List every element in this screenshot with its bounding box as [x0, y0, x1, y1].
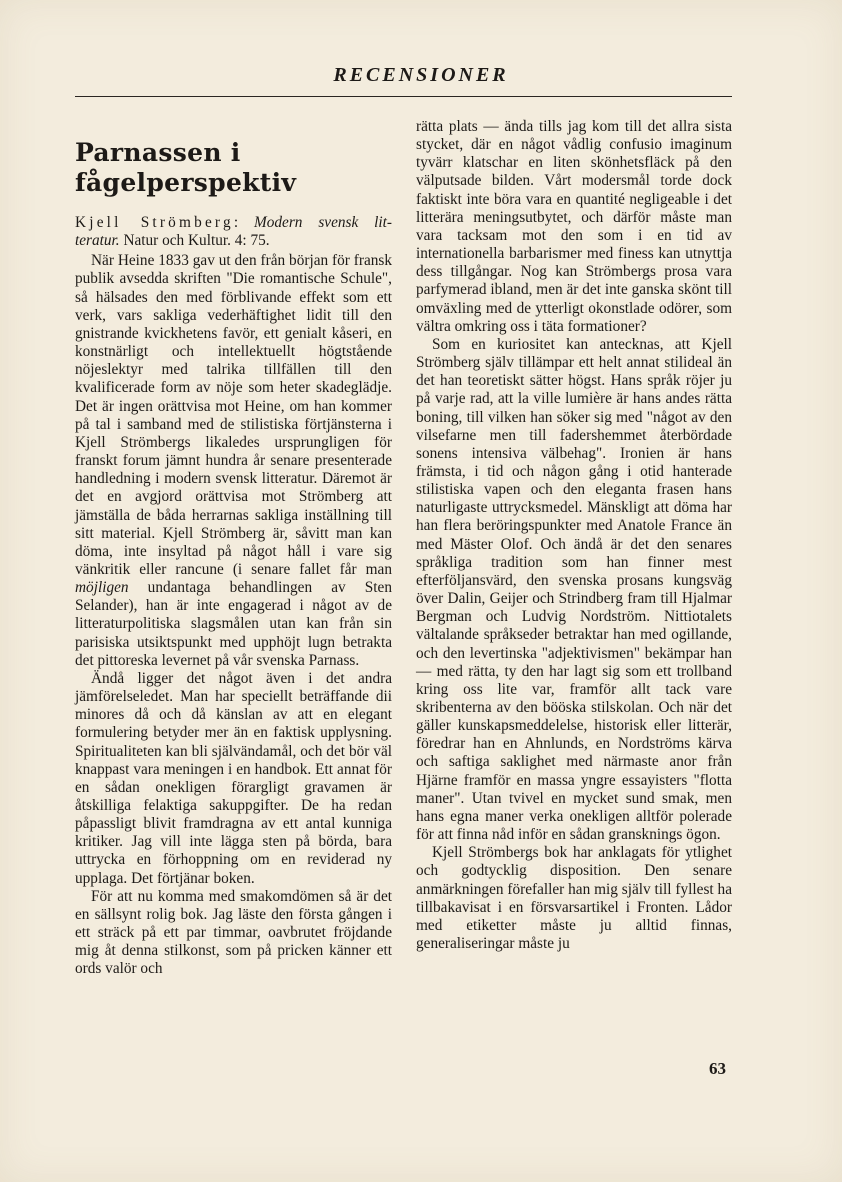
title-line-1: Parnassen i	[75, 138, 241, 167]
section-header: RECENSIONER	[333, 64, 509, 86]
header-rule	[75, 96, 732, 97]
body-paragraph: Som en kuriositet kan antecknas, att Kjell Strömberg själv tillämpar ett helt annat stilideal än det han teoretiskt sätter högst. Hans språk röjer ju på varje rad, att la ville lumière är hans andes rätta boning, till vilken han söker sig med "något av den vilsefarne men till fadershemmet återbördade sonens intensiva välbehag". Ironien är hans främsta, i tid och någon gång i otid hanterade stilistiska vapen och den eleganta frasen hans naturligaste uttrycksmedel. Mänskligt att döma har han flera beröringspunkter med Anatole France än med Mäster Olof. Och ändå är det den senares språkliga tradition som han finner mest efterföljansvärd, den svenska prosans kungsväg över Dalin, Geijer och Strindberg fram till Hjalmar Bergman och Ludvig Nordström. Nittiotalets vältalande språkseder betraktar han med ogillande, och den levertinska "adjektivismen" bekämpar han — med rätta, ty den har lagt sig som ett trollband kring oss lite var, framför allt tack vare skribenterna av den bööska stilskolan. Och när det gäller kunskapsmeddelelse, historisk eller litterär, föredrar han en Ahnlunds, en Nordströms kärva och saftiga saklighet med närmaste anor från Hjärne framför en massa yngre essayisters "flotta maner". Utan tvivel en mycket sund smak, men hans egna maner verka onekligen alltför polerade för att finna nåd inför en sådan gransknings ögon.	[416, 335, 732, 844]
right-column	[416, 118, 732, 953]
citation-author: Kjell Strömberg	[75, 214, 234, 231]
body-paragraph	[75, 252, 392, 670]
paragraph-text: När Heine 1833 gav ut den från början för fransk publik avsedda skriften "Die romantische Schule", så hälsades den med förblivande effekt som ett verk, vars sakliga vederhäftighet lidit till den gnistrande kvickhetens favör, ett genialt kåseri, en konstnärligt och intellektuellt högtstående nöjeslektyr med talrika tillfällen till den kvalificerade form av nöje som heter skadeglädje. Det är ingen orättvisa mot Heine, om han kommer på tal i samband med de stilistiska förtjänsterna i Kjell Strömbergs likaledes ursprungligen för franskt forum jämnt hundra år senare presenterade handledning i modern svensk litteratur. Däremot är det en avgjord orättvisa mot Strömberg att jämställa de båda herrarnas sakliga inställning till sitt material. Kjell Strömberg är, såvitt man kan döma, inte insyltad på något håll i vare sig vänkritik eller rancune (i senare fallet får man	[75, 252, 392, 578]
left-column	[75, 118, 392, 979]
body-paragraph: rätta plats — ända tills jag kom till det allra sista stycket, där en något vådlig confusio imaginum tyvärr klatschar en liten skönhetsfläck på den välputsade bilden. Vårt modersmål torde dock faktiskt inte böra vara en quantité negligeable i det litterära meningsutbytet, och därför måste man vara tacksam mot den som i en tid av internationella barbarismer med finess kan utnyttja dess tillgångar. Nog kan Strömbergs prosa vara parfymerad ibland, men är det inte ganska skönt till omväxling med de ytterligt okonstlade odörer, som vältra omkring oss i täta formationer?	[416, 118, 732, 335]
title-line-2: fågelperspektiv	[75, 168, 297, 197]
citation-publisher: Natur och Kultur. 4: 75.	[119, 232, 270, 250]
body-paragraph: För att nu komma med smakomdömen så är det en sällsynt rolig bok. Jag läste den första gången i ett sträck på ett par timmar, oavbrutet fröjdande mig åt denna stilkonst, som på pricken känner ett ords valör och	[75, 887, 392, 978]
book-citation	[75, 214, 392, 250]
citation-colon: :	[233, 214, 254, 231]
page-number: 63	[709, 1059, 726, 1078]
body-paragraph: Kjell Strömbergs bok har anklagats för ytlighet och godtycklig disposition. Den senare anmärkningen förefaller han mig själv till fyllest ha tillbakavisat i en försvarsartikel i Fronten. Lådor med etiketter måste ju alltid finnas, generaliseringar måste ju	[416, 844, 732, 953]
article-title	[75, 138, 392, 198]
citation-work: Modern svensk lit- teratur.	[75, 214, 393, 250]
emphasis-word: möjligen	[75, 579, 129, 597]
paragraph-text-tail: undantaga behandlingen av Sten Selander), han är inte engagerad i något av de litteraturpolitiska slagsmålen utan kan från sin parisiska utsiktspunkt med upphöjt lugn betrakta det pittoreska levernet på vår svenska Parnass.	[75, 579, 392, 669]
body-paragraph: Ändå ligger det något även i det andra jämförelseledet. Man har speciellt beträffande dii minores då och då känslan av att en elegant formulering betyder mer än en faktisk upplysning. Spiritualiteten kan bli självändamål, och det bör väl knappast vara meningen i en handbok. Ett annat för en sådan onekligen förargligt gravamen är åtskilliga felaktiga sakuppgifter. De ha redan påpassligt blivit framdragna av ett antal kunniga kritiker. Jag vill inte lägga sten på börda, bara uttrycka en förhoppning om en reviderad ny upplaga. Det förtjänar boken.	[75, 669, 392, 887]
